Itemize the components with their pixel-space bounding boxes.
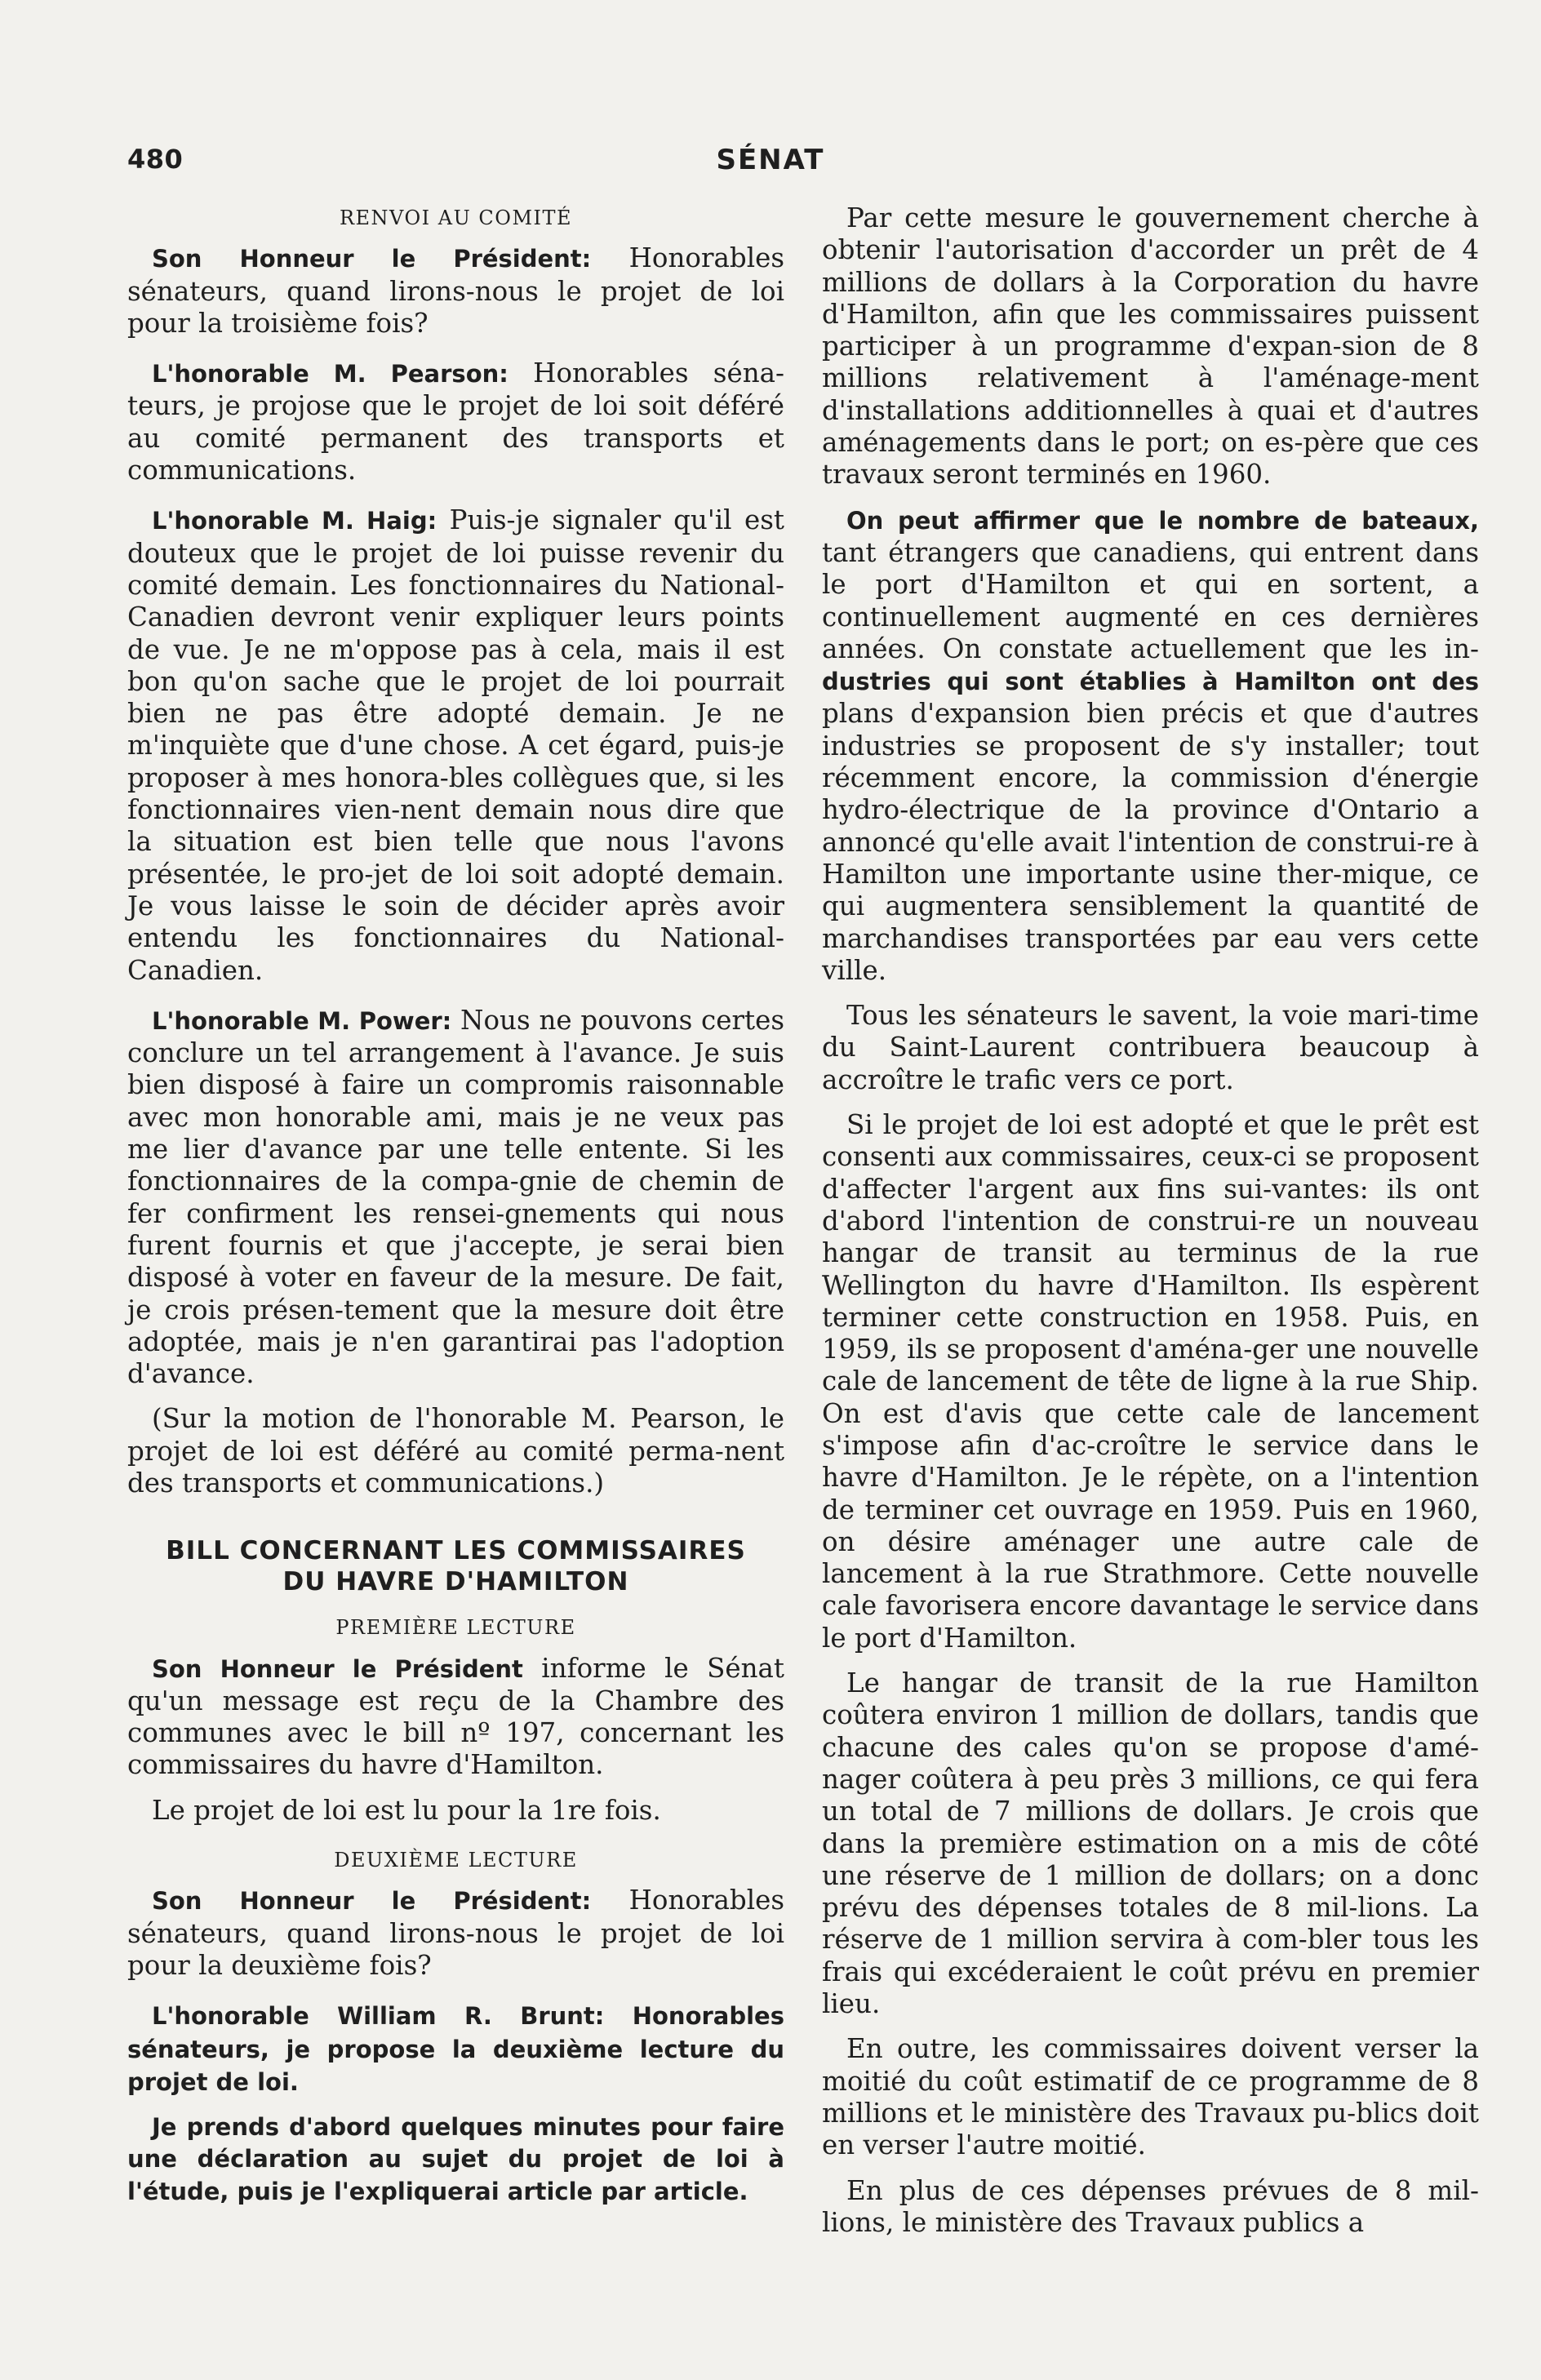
paragraph-text: Puis-je signaler qu'il est douteux que le projet de loi puisse revenir du comité demain. Les fonctionnaires du National-Canadien devront venir expliquer leurs points de vue. Je ne m'oppose pas à cela, mais il est bon qu'on sache que le projet de loi pourrait bien ne pas être adopté demain. Je ne m'inquiète que d'une chose. A cet égard, puis-je proposer à mes honora-bles collègues que, si les fonctionnaires vien-nent demain nous dire que la situation est bien telle que nous l'avons présentée, le pro-jet de loi soit adopté demain. Je vous laisse le soin de décider après avoir entendu les fonctionnaires du National-Canadien. [127,504,784,986]
paragraph: Par cette mesure le gouvernement cherche à obtenir l'autorisation d'accorder un prêt de 4 millions de dollars à la Corporation du havre d'Hamilton, afin que les commissaires puissent participer à un programme d'expan-sion de 8 millions relativement à l'aménage-ment d'installations additionnelles à quai et d'autres aménagements dans le port; on es-père que ces travaux seront terminés en 1960. [822,202,1479,491]
paragraph-text: informe le Sénat qu'un message est reçu de la Chambre des communes avec le bill nº 197, concernant les commissaires du havre d'Hamilton. [127,1652,784,1781]
paragraph-text: Honorables sénateurs, quand lirons-nous le projet de loi pour la deuxième fois? [127,1885,784,1981]
speaker-name: Son Honneur le Président [152,1654,523,1683]
speaker-name: Son Honneur le Président: [152,245,592,273]
paragraph: Le projet de loi est lu pour la 1re fois. [152,1794,661,1826]
running-head: SÉNAT [716,144,825,176]
speaker-name: L'honorable William R. Brunt: [152,2002,605,2031]
section-subheading: DEUXIÈME LECTURE [334,1849,578,1872]
page-header [114,144,1427,183]
paragraph: Le hangar de transit de la rue Hamilton coûtera environ 1 million de dollars, tandis que chacune des cales qu'on se propose d'amé-nager coûtera à peu près 3 millions, ce qui fera un total de 7 millions de dollars. Je crois que dans la première estimation on a mis de côté une réserve de 1 million de dollars; on a donc prévu des dépenses totales de 8 mil-lions. La réserve de 1 million servira à com-bler tous les frais qui excéderaient le coût prévu en premier lieu. [822,1667,1479,2020]
paragraph: Tous les sénateurs le savent, la voie mari-time du Saint-Laurent contribuera beaucoup à accroître le trafic vers ce port. [822,1000,1479,1095]
paragraph: Si le projet de loi est adopté et que le prêt est consenti aux commissaires, ceux-ci se proposent d'affecter l'argent aux fins sui-vantes: ils ont d'abord l'intention de construi-re un nouveau hangar de transit au terminus de la rue Wellington du havre d'Hamilton. Ils espèrent terminer cette construction en 1958. Puis, en 1959, ils se proposent d'aména-ger une nouvelle cale de lancement de tête de ligne à la rue Ship. On est d'avis que cette cale de lancement s'impose afin d'ac-croître le service dans le havre d'Hamilton. Je le répète, on a l'intention de terminer cet ouvrage en 1959. Puis en 1960, on désire aménager une autre cale de lancement à la rue Strathmore. Cette nouvelle cale favorisera encore davantage le service dans le port d'Hamilton. [822,1109,1479,1654]
paragraph-text: plans d'expansion bien précis et que d'autres industries se proposent de s'y installer; tout récemment encore, la commission d'énergie hydro-électrique de la province d'Ontario a annoncé qu'elle avait l'intention de construi-re à Hamilton une importante usine ther-mique, ce qui augmentera sensiblement la quantité de marchandises transportées par eau vers cette ville. [822,698,1479,986]
paragraph [127,242,784,340]
bill-heading [127,1535,784,1597]
paragraph-text: Honorables séna-teurs, je projose que le projet de loi soit déféré au comité permanent des transports et communications. [127,357,784,486]
speaker-name: L'honorable M. Haig: [152,507,437,535]
speaker-name: Son Honneur le Président: [152,1887,592,1916]
bill-heading-line: DU HAVRE D'HAMILTON [282,1567,629,1597]
paragraph [127,2000,784,2098]
paragraph [822,504,1479,987]
paragraph: En outre, les commissaires doivent verser la moitié du coût estimatif de ce programme de 8 millions et le ministère des Travaux pu-blics doit en verser l'autre moitié. [822,2033,1479,2161]
paragraph-text: Honorables sénateurs, quand lirons-nous le projet de loi pour la troisième fois? [127,242,784,339]
paragraph: (Sur la motion de l'honorable M. Pearson, le projet de loi est déféré au comité perma-nent des transports et communications.) [127,1403,784,1499]
two-column-body [127,202,1479,2243]
bill-heading-line: BILL CONCERNANT LES COMMISSAIRES [166,1536,746,1566]
paragraph [127,357,784,486]
left-column [127,202,784,2243]
speaker-name: L'honorable M. Pearson: [152,360,508,389]
section-subheading: RENVOI AU COMITÉ [339,206,573,229]
paragraph [127,1005,784,1391]
right-column [822,202,1479,2243]
paragraph [127,1885,784,1982]
paragraph [127,1653,784,1782]
page-number: 480 [127,144,184,175]
paragraph-text: Honorables sénateurs, je propose la deuxième lecture du projet de loi. [127,2002,784,2096]
speaker-name: L'honorable M. Power: [152,1006,452,1035]
bold-text: dustries qui sont établies à Hamilton ont des [822,668,1479,696]
paragraph: En plus de ces dépenses prévues de 8 mil-lions, le ministère des Travaux publics a [822,2174,1479,2238]
section-subheading: PREMIÈRE LECTURE [335,1616,576,1640]
bold-text: On peut affirmer que le nombre de bateaux, [846,506,1479,535]
paragraph-text: Nous ne pouvons certes conclure un tel arrangement à l'avance. Je suis bien disposé à faire un compromis raisonnable avec mon honorable ami, mais je ne veux pas me lier d'avance par une telle entente. Si les fonctionnaires de la compa-gnie de chemin de fer confirment les rensei-gnements qui nous furent fournis et que j'accepte, je serai bien disposé à voter en faveur de la mesure. De fait, je crois présen-tement que la mesure doit être adoptée, mais je n'en garantirai pas l'adoption d'avance. [127,1004,784,1390]
paragraph-text: tant étrangers que canadiens, qui entrent dans le port d'Hamilton et qui en sortent, a continuellement augmenté en ces dernières années. On constate actuellement que les in- [822,536,1479,664]
paragraph: Je prends d'abord quelques minutes pour faire une déclaration au sujet du projet de loi à l'étude, puis je l'expliquerai article par article. [127,2113,784,2205]
paragraph [127,504,784,986]
